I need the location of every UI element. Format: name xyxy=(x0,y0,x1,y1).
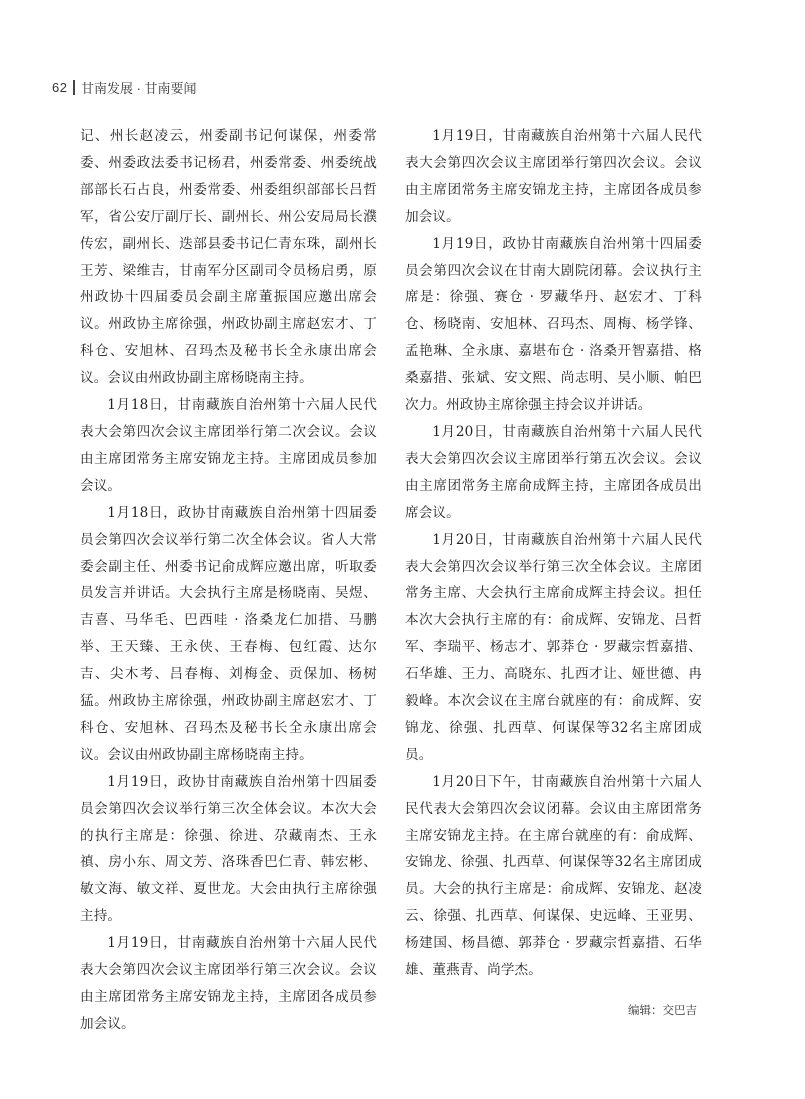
page-number: 62 xyxy=(52,80,68,95)
paragraph: 1月19日，政协甘南藏族自治州第十四届委员会第四次会议在甘南大剧院闭幕。会议执行主席是：徐强、赛仓 · 罗藏华丹、赵宏才、丁科仓、杨晓南、安旭林、召玛杰、周梅、杨学锋、孟艳琳、全永康、嘉堪布仓 · 洛桑开智嘉措、格桑嘉措、张斌、安文熙、尚志明、吴小顺、帕巴次力。州政协主席徐强主持会议并讲话。 xyxy=(405,235,702,414)
running-header xyxy=(52,78,197,97)
right-column xyxy=(405,123,702,984)
paragraph: 1月19日，甘南藏族自治州第十六届人民代表大会第四次会议主席团举行第三次会议。会议由主席团常务主席安锦龙主持，主席团各成员参加会议。 xyxy=(80,935,377,1032)
paragraph: 1月19日，政协甘南藏族自治州第十四届委员会第四次会议举行第三次全体会议。本次大会的执行主席是：徐强、徐进、尕藏南杰、王永禛、房小东、周文芳、洛珠香巴仁青、韩宏彬、敏文海、敏文祥、夏世龙。大会由执行主席徐强主持。 xyxy=(80,773,377,925)
paragraph: 记、州长赵凌云，州委副书记何谋保，州委常委、州委政法委书记杨君，州委常委、州委统战部部长石占良，州委常委、州委组织部部长吕哲军，省公安厅副厅长、副州长、州公安局局长濮传宏，副州长、迭部县委书记仁青东珠，副州长王芳、梁维吉，甘南军分区副司令员杨启勇，原州政协十四届委员会副主席董振国应邀出席会议。州政协主席徐强，州政协副主席赵宏才、丁科仓、安旭林、召玛杰及秘书长全永康出席会议。会议由州政协副主席杨晓南主持。 xyxy=(80,128,377,387)
left-column xyxy=(80,123,377,1038)
paragraph: 1月20日，甘南藏族自治州第十六届人民代表大会第四次会议举行第三次全体会议。主席团常务主席、大会执行主席俞成辉主持会议。担任本次大会执行主席的有：俞成辉、安锦龙、吕哲军、李瑞平、杨志才、郭莽仓 · 罗藏宗哲嘉措、石华雄、王力、高晓东、扎西才让、娅世德、冉毅峰。本次会议在主席台就座的有：俞成辉、安锦龙、徐强、扎西草、何谋保等32名主席团成员。 xyxy=(405,531,702,763)
section-title: 甘南发展 · 甘南要闻 xyxy=(80,81,197,96)
paragraph: 1月19日，甘南藏族自治州第十六届人民代表大会第四次会议主席团举行第四次会议。会议由主席团常务主席安锦龙主持，主席团各成员参加会议。 xyxy=(405,128,702,225)
paragraph: 1月20日下午，甘南藏族自治州第十六届人民代表大会第四次会议闭幕。会议由主席团常务主席安锦龙主持。在主席台就座的有：俞成辉、安锦龙、徐强、扎西草、何谋保等32名主席团成员。大会的执行主席是：俞成辉、安锦龙、赵凌云、徐强、扎西草、何谋保、史远峰、王亚男、杨建国、杨昌德、郭莽仓 · 罗藏宗哲嘉措、石华雄、董燕青、尚学杰。 xyxy=(405,773,702,979)
editor-credit: 编辑：交巴吉 xyxy=(628,1003,697,1017)
header-divider xyxy=(73,80,75,95)
paragraph: 1月18日，甘南藏族自治州第十六届人民代表大会第四次会议主席团举行第二次会议。会议由主席团常务主席安锦龙主持。主席团成员参加会议。 xyxy=(80,397,377,494)
paragraph: 1月18日，政协甘南藏族自治州第十四届委员会第四次会议举行第二次全体会议。省人大常委会副主任、州委书记俞成辉应邀出席，听取委员发言并讲话。大会执行主席是杨晓南、吴煜、吉喜、马华毛、巴西哇 · 洛桑龙仁加措、马鹏举、王天臻、王永侠、王春梅、包红霞、达尔吉、尖木考、吕春梅、刘梅金、贡保加、杨树猛。州政协主席徐强，州政协副主席赵宏才、丁科仓、安旭林、召玛杰及秘书长全永康出席会议。会议由州政协副主席杨晓南主持。 xyxy=(80,504,377,763)
paragraph: 1月20日，甘南藏族自治州第十六届人民代表大会第四次会议主席团举行第五次会议。会议由主席团常务主席俞成辉主持，主席团各成员出席会议。 xyxy=(405,423,702,521)
